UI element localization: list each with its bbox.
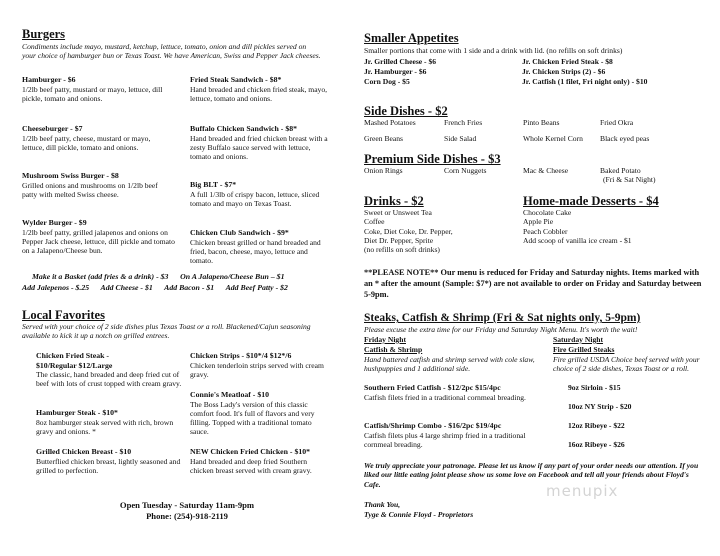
side-item: Onion Rings — [364, 166, 403, 175]
burger-extras-line: Make it a Basket (add fries & a drink) - $3 On A Jalapeno/Cheese Bun – $1 — [32, 272, 285, 281]
local-favorites-title: Local Favorites — [22, 308, 105, 322]
side-item: Pinto Beans — [523, 118, 560, 127]
side-item: Mashed Potatoes — [364, 118, 416, 127]
menu-item: Wylder Burger - $9 1/2lb beef patty, grilled jalapenos and onions on Pepper Jack cheese, lettuce, dill pickle and tomato on a Jalapeno/Cheese bun. — [22, 218, 175, 256]
menu-item: Jr. Chicken Fried Steak - $8 — [522, 57, 613, 66]
desserts-list — [523, 208, 703, 245]
dessert-item: Chocolate Cake — [523, 208, 572, 217]
menu-item: Chicken Club Sandwich - $9* Chicken breast grilled or hand breaded and fried, bacon, cheese, mayo, lettuce and tomato. — [190, 228, 321, 266]
side-item: Black eyed peas — [600, 134, 650, 143]
menu-item: Grilled Chicken Breast - $10 Butterflied chicken breast, lightly seasoned and grilled to perfection. — [36, 447, 181, 475]
drink-item: Coffee — [364, 217, 385, 227]
dessert-item: Peach Cobbler — [523, 226, 568, 236]
drinks-list — [364, 208, 514, 254]
menu-item: Chicken Fried Steak - $10/Regular $12/Large The classic, hand breaded and deep fried cut of beef with lots of crust topped with cream gravy. — [36, 351, 182, 389]
dessert-item: Apple Pie — [523, 217, 554, 227]
drink-item: Coke, Diet Coke, Dr. Pepper, — [364, 226, 453, 236]
menu-item: Connie's Meatloaf - $10 The Boss Lady's version of this classic comfort food. It's full of flavors and very filling. Topped with a traditional tomato sauce. — [190, 390, 315, 437]
menu-item: Jr. Chicken Strips (2) - $6 — [522, 67, 606, 76]
menu-item: Jr. Hamburger - $6 — [364, 67, 427, 76]
drink-item: Diet Dr. Pepper, Sprite — [364, 235, 434, 245]
menu-item: Southern Fried Catfish - $12/2pc $15/4pc Catfish filets fried in a traditional cornmeal breading. — [364, 383, 526, 402]
signature-line: Thank You, — [364, 500, 401, 509]
steaks-title: Steaks, Catfish & Shrimp (Fri & Sat nights only, 5-9pm) — [364, 312, 641, 324]
menu-item: Mushroom Swiss Burger - $8 Grilled onions and mushrooms on 1/2lb beef patty with melted Swiss cheese. — [22, 171, 158, 199]
menu-item: Buffalo Chicken Sandwich - $8* Hand breaded and fried chicken breast with a zesty Buffalo sauce served with lettuce, tomato and onions. — [190, 124, 328, 162]
menu-item: 16oz Ribeye - $26 — [568, 440, 625, 449]
saturday-description: Fire grilled USDA Choice beef served with your choice of 2 side dishes, Texas Toast or a roll. — [553, 355, 700, 374]
drink-item: (no refills on soft drinks) — [364, 245, 440, 255]
friday-description: Hand battered catfish and shrimp served with cole slaw, hushpuppies and 1 additional side. — [364, 355, 535, 374]
friday-night-heading: Friday Night — [364, 335, 406, 344]
side-item: Green Beans — [364, 134, 404, 143]
menu-item: Fried Steak Sandwich - $8* Hand breaded and chicken fried steak, mayo, lettuce, tomato and onions. — [190, 75, 328, 103]
steaks-intro: Please excuse the extra time for our Friday and Saturday Night Menu. It's worth the wait! — [364, 325, 638, 334]
menu-item: Corn Dog - $5 — [364, 77, 410, 86]
desserts-title: Home-made Desserts - $4 — [523, 194, 659, 208]
menu-item: Jr. Catfish (1 filet, Fri night only) - $10 — [522, 77, 648, 86]
side-dishes-title: Side Dishes - $2 — [364, 104, 448, 118]
thank-you-message: We truly appreciate your patronage. Please let us know if any part of your order needs our attention. If you liked our little eating joint please show us some love on Facebook and tell all your friends about Floyd's Cafe. — [364, 461, 699, 489]
menu-item: 9oz Sirloin - $15 — [568, 383, 621, 392]
business-hours: Open Tuesday - Saturday 11am-9pm — [119, 500, 255, 510]
burgers-title: Burgers — [22, 27, 66, 41]
watermark: menupix — [546, 482, 619, 500]
drinks-title: Drinks - $2 — [364, 194, 424, 208]
smaller-appetites-intro: Smaller portions that come with 1 side and a drink with lid. (no refills on soft drinks) — [364, 46, 623, 55]
menu-item: 10oz NY Strip - $20 — [568, 402, 632, 411]
burgers-intro: Condiments include mayo, mustard, ketchup, lettuce, tomato, onion and dill pickles served on your choice of hamburger bun or Texas Toast. We have American, Swiss and Pepper Jack cheeses. — [22, 42, 321, 61]
saturday-night-heading: Saturday Night — [553, 335, 604, 344]
local-favorites-intro: Served with your choice of 2 side dishes plus Texas Toast or a roll. Blackened/Cajun seasoning available to kick it up a notch on grilled entrees. — [22, 322, 311, 341]
menu-item: Catfish/Shrimp Combo - $16/2pc $19/4pc Catfish filets plus 4 large shrimp fried in a traditional cornmeal breading. — [364, 421, 526, 449]
phone-number: Phone: (254)-918-2119 — [146, 511, 228, 521]
menu-item: 12oz Ribeye - $22 — [568, 421, 625, 430]
menu-notice: **PLEASE NOTE** Our menu is reduced for Friday and Saturday nights. Items marked with an * after the amount (Sample: $7*) are not available to order on Friday and Saturday between 5-9pm. — [364, 268, 702, 299]
side-item-note: (Fri & Sat Night) — [603, 175, 656, 184]
drink-item: Sweet or Unsweet Tea — [364, 208, 432, 217]
side-item: Whole Kernel Corn — [523, 134, 583, 143]
catfish-shrimp-heading: Catfish & Shrimp — [364, 345, 423, 354]
side-item: Mac & Cheese — [523, 166, 569, 175]
menu-item: Cheeseburger - $7 1/2lb beef patty, cheese, mustard or mayo, lettuce, dill pickle, tomato and onions. — [22, 124, 151, 152]
menu-item: NEW Chicken Fried Chicken - $10* Hand breaded and deep fried Southern chicken breast served with cream gravy. — [190, 447, 312, 475]
left-column — [22, 0, 332, 556]
menu-item: Jr. Grilled Cheese - $6 — [364, 57, 437, 66]
dessert-item: Add scoop of vanilla ice cream - $1 — [523, 235, 632, 245]
menu-item: Hamburger Steak - $10* 8oz hamburger steak served with rich, brown gravy and onions. * — [36, 408, 174, 436]
side-item: Baked Potato — [600, 166, 641, 175]
burger-extras-line: Add Jalepenos - $.25 Add Cheese - $1 Add Bacon - $1 Add Beef Patty - $2 — [22, 283, 288, 292]
menu-item: Chicken Strips - $10*/4 $12*/6 Chicken tenderloin strips served with cream gravy. — [190, 351, 324, 379]
proprietors-line: Tyge & Connie Floyd - Proprietors — [364, 510, 474, 519]
smaller-appetites-title: Smaller Appetites — [364, 31, 459, 45]
steaks-heading: Fire Grilled Steaks — [553, 345, 615, 354]
side-item: Fried Okra — [600, 118, 634, 127]
side-item: Corn Nuggets — [444, 166, 487, 175]
menu-item: Big BLT - $7* A full 1/3lb of crispy bacon, lettuce, sliced tomato and mayo on Texas Toast. — [190, 180, 320, 208]
side-item: Side Salad — [444, 134, 477, 143]
premium-sides-title: Premium Side Dishes - $3 — [364, 152, 501, 166]
menu-item: Hamburger - $6 1/2lb beef patty, mustard or mayo, lettuce, dill pickle, tomato and onions. — [22, 75, 163, 103]
side-item: French Fries — [444, 118, 483, 127]
right-column — [364, 0, 706, 556]
